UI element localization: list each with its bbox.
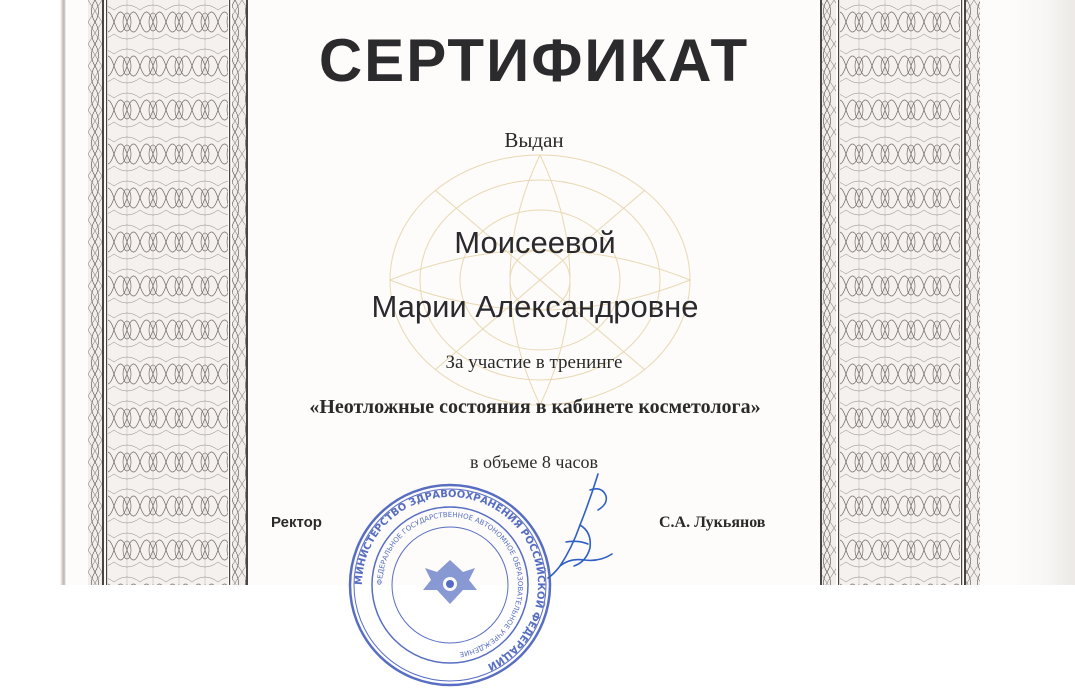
rector-label: Ректор <box>271 514 322 531</box>
paper-right-edge <box>1013 0 1075 585</box>
certificate-title: СЕРТИФИКАТ <box>318 27 750 94</box>
paper-left-edge <box>0 0 66 585</box>
recipient-surname: Моисеевой <box>454 225 616 260</box>
right-ornamental-border <box>820 0 980 585</box>
rector-signature <box>520 470 640 585</box>
rosette-watermark <box>360 130 720 430</box>
svg-text:ФЕДЕРАЛЬНОЕ ГОСУДАРСТВЕННОЕ АВ: ФЕДЕРАЛЬНОЕ ГОСУДАРСТВЕННОЕ АВТОНОМНОЕ ОБРАЗОВАТЕЛЬНОЕ УЧРЕЖДЕНИЕ <box>375 510 525 659</box>
course-volume: в объеме 8 часов <box>470 452 598 472</box>
recipient-given-names: Марии Александровне <box>371 289 699 324</box>
course-title: «Неотложные состояния в кабинете косметолога» <box>309 396 761 418</box>
left-ornamental-border <box>88 0 248 585</box>
participation-label: За участие в тренинге <box>445 352 623 373</box>
svg-text:МИНИСТЕРСТВО ЗДРАВООХРАНЕНИЯ Р: МИНИСТЕРСТВО ЗДРАВООХРАНЕНИЯ РОССИЙСКОЙ ФЕДЕРАЦИИ <box>353 488 547 673</box>
issued-label: Выдан <box>504 128 564 152</box>
rector-name: С.А. Лукьянов <box>659 514 766 531</box>
